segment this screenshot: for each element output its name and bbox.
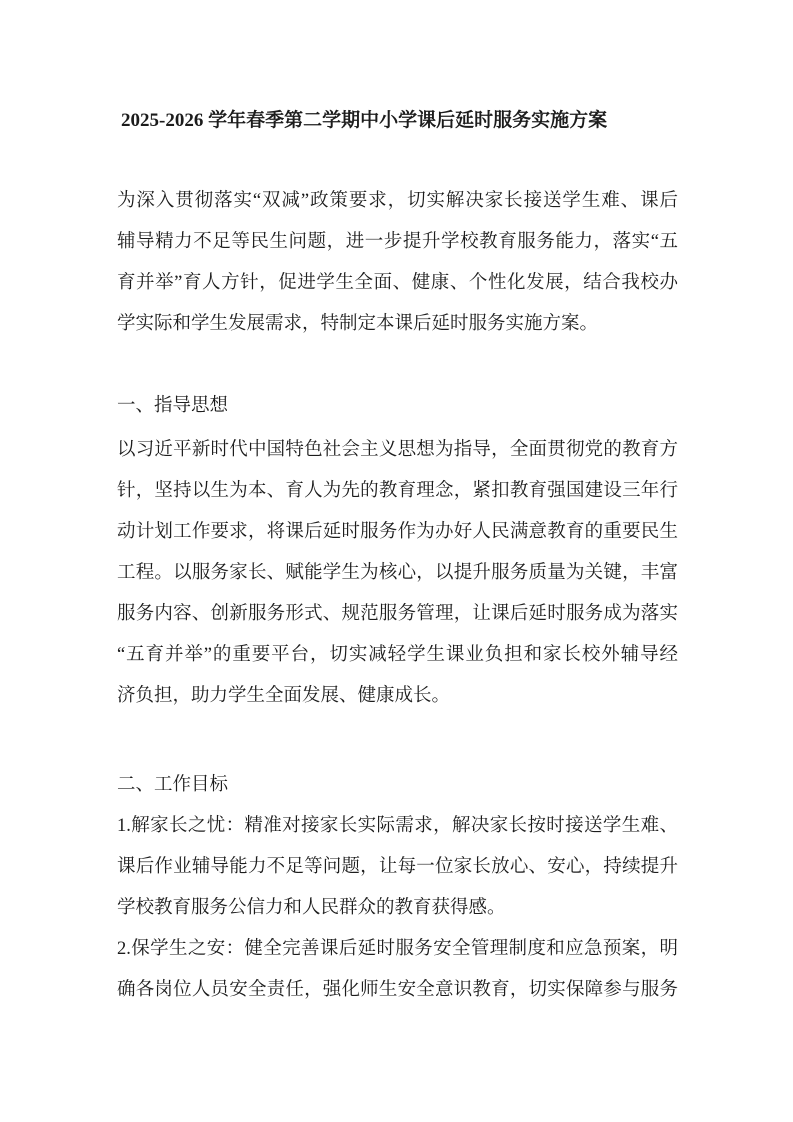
text-line: 育并举”育人方针，促进学生全面、健康、个性化发展，结合我校办	[117, 273, 678, 293]
text-line: 为深入贯彻落实“双减”政策要求，切实解决家长接送学生难、课后	[117, 191, 678, 211]
paragraph-goal-1	[117, 806, 678, 929]
text-line: 动计划工作要求，将课后延时服务作为办好人民满意教育的重要民生	[117, 522, 678, 542]
text-line: 工程。以服务家长、赋能学生为核心，以提升服务质量为关键，丰富	[117, 563, 678, 583]
text-line: 针，坚持以生为本、育人为先的教育理念，紧扣教育强国建设三年行	[117, 481, 678, 501]
text-line: 确各岗位人员安全责任，强化师生安全意识教育，切实保障参与服务	[117, 980, 678, 1000]
text-line: 服务内容、创新服务形式、规范服务管理，让课后延时服务成为落实	[117, 604, 678, 624]
section-heading-guiding-ideology: 一、指导思想	[117, 396, 229, 416]
text-line: 2.保学生之安：健全完善课后延时服务安全管理制度和应急预案，明	[117, 939, 678, 959]
section-heading-work-goals: 二、工作目标	[117, 775, 229, 795]
text-line: 1.解家长之忧：精准对接家长实际需求，解决家长按时接送学生难、	[117, 816, 678, 836]
paragraph-goal-2	[117, 929, 678, 1011]
text-line: “五育并举”的重要平台，切实减轻学生课业负担和家长校外辅导经	[117, 645, 678, 665]
document-title: 2025-2026 学年春季第二学期中小学课后延时服务实施方案	[121, 110, 608, 131]
text-line: 辅导精力不足等民生问题，进一步提升学校教育服务能力，落实“五	[117, 232, 678, 252]
paragraph-guiding-ideology	[117, 430, 678, 717]
text-line: 以习近平新时代中国特色社会主义思想为指导，全面贯彻党的教育方	[117, 440, 678, 460]
text-line: 学校教育服务公信力和人民群众的教育获得感。	[117, 898, 506, 918]
paragraph-intro	[117, 181, 678, 345]
text-line: 学实际和学生发展需求，特制定本课后延时服务实施方案。	[117, 314, 599, 334]
text-line: 课后作业辅导能力不足等问题，让每一位家长放心、安心，持续提升	[117, 857, 678, 877]
text-line: 济负担，助力学生全面发展、健康成长。	[117, 686, 451, 706]
